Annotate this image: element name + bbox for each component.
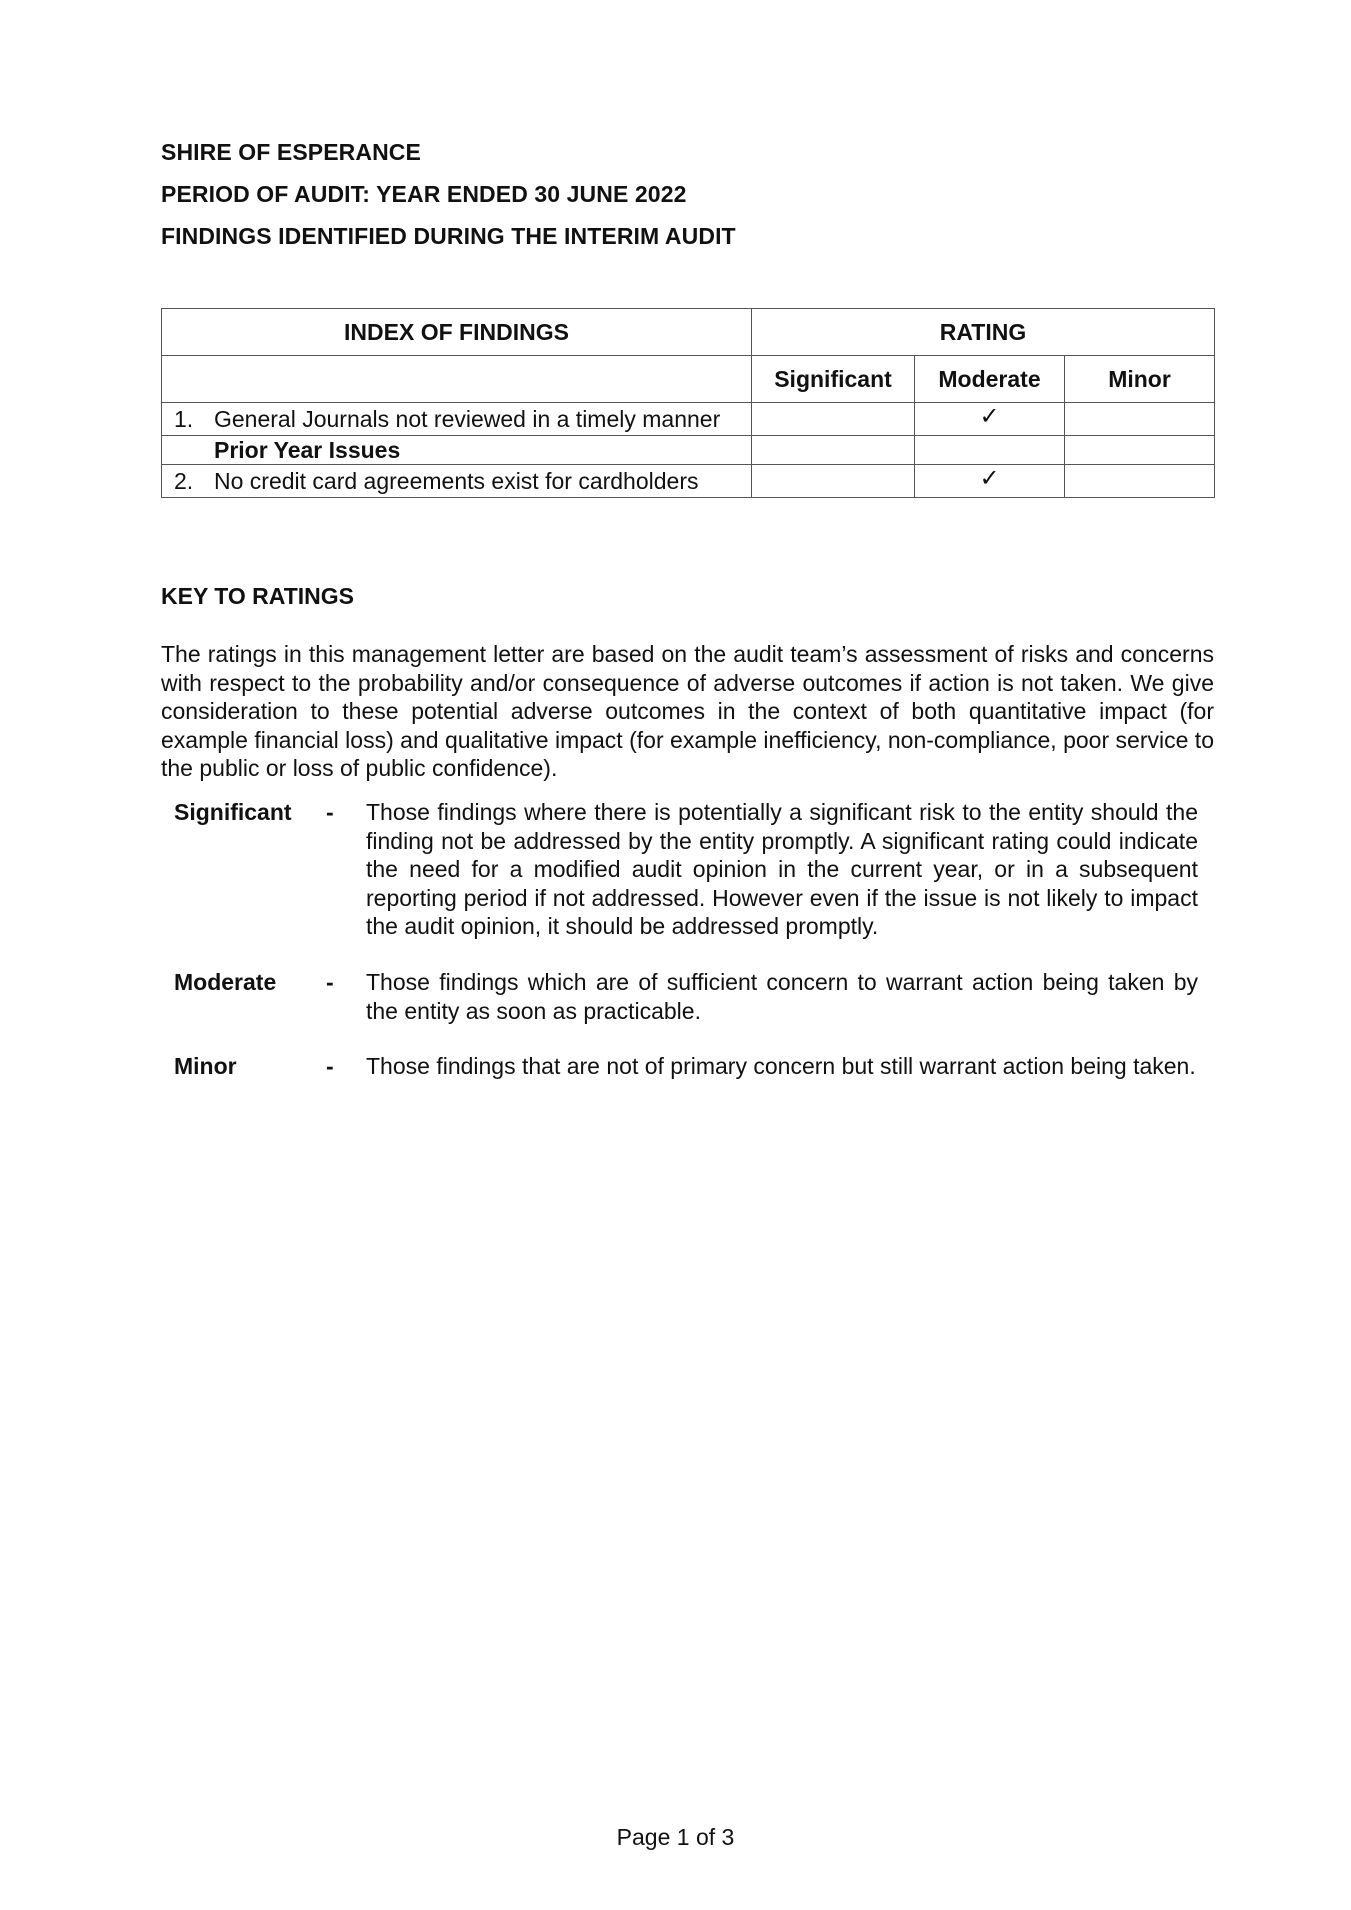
rating-description: Those findings which are of sufficient concern to warrant action being taken by the entity as soon as practicable. xyxy=(366,969,1198,1024)
column-moderate: Moderate xyxy=(915,356,1065,403)
ratings-intro-paragraph: The ratings in this management letter are based on the audit team’s assessment of risks and concerns with respect to the probability and/or consequence of adverse outcomes if action is not taken. We give consideration to these potential adverse outcomes in the context of both quantitative impact (for example financial loss) and qualitative impact (for example inefficiency, non-compliance, poor service to the public or loss of public confidence). xyxy=(161,641,1214,781)
significant-cell xyxy=(752,403,915,436)
checkmark-icon: ✓ xyxy=(979,465,1000,492)
minor-cell xyxy=(1065,436,1215,465)
rating-name: Moderate xyxy=(174,969,277,995)
moderate-tick-cell xyxy=(915,403,1065,436)
index-of-findings-header: INDEX OF FINDINGS xyxy=(162,309,752,356)
rating-columns-row xyxy=(162,356,1215,403)
finding-number: 1. xyxy=(174,406,194,432)
rating-description: Those findings where there is potentially a significant risk to the entity should the finding not be addressed by the entity promptly. A significant rating could indicate the need for a modified audit opinion in the current year, or in a subsequent reporting period if not addressed. However even if the issue is not likely to impact the audit opinion, it should be addressed promptly. xyxy=(366,799,1198,939)
rating-dash: - xyxy=(326,799,334,825)
entity-name: SHIRE OF ESPERANCE xyxy=(161,139,421,165)
prior-year-issues-label: Prior Year Issues xyxy=(162,436,752,465)
rating-header: RATING xyxy=(752,309,1215,356)
column-significant: Significant xyxy=(752,356,915,403)
rating-dash: - xyxy=(326,1053,334,1079)
rating-definition-minor xyxy=(174,1052,1198,1081)
section-row xyxy=(162,436,1215,465)
moderate-tick-cell xyxy=(915,465,1065,498)
significant-cell xyxy=(752,436,915,465)
finding-text: General Journals not reviewed in a timely manner xyxy=(214,406,721,432)
rating-name: Significant xyxy=(174,799,292,825)
checkmark-icon: ✓ xyxy=(979,403,1000,430)
finding-number: 2. xyxy=(174,468,194,494)
page-number: Page 1 of 3 xyxy=(616,1824,735,1850)
empty-header-cell xyxy=(162,356,752,403)
key-to-ratings-title: KEY TO RATINGS xyxy=(161,583,354,609)
findings-table xyxy=(161,308,1215,498)
table-row xyxy=(162,465,1215,498)
rating-dash: - xyxy=(326,969,334,995)
finding-text: No credit card agreements exist for cardholders xyxy=(214,468,699,494)
column-minor: Minor xyxy=(1065,356,1215,403)
table-row xyxy=(162,403,1215,436)
minor-cell xyxy=(1065,465,1215,498)
significant-cell xyxy=(752,465,915,498)
audit-period: PERIOD OF AUDIT: YEAR ENDED 30 JUNE 2022 xyxy=(161,181,687,207)
rating-definition-moderate xyxy=(174,968,1198,1025)
rating-description: Those findings that are not of primary concern but still warrant action being taken. xyxy=(366,1053,1196,1079)
document-header xyxy=(161,138,1211,264)
rating-name: Minor xyxy=(174,1053,237,1079)
minor-cell xyxy=(1065,403,1215,436)
finding-cell xyxy=(162,465,752,498)
moderate-cell xyxy=(915,436,1065,465)
rating-definition-significant xyxy=(174,798,1198,941)
table-header-row xyxy=(162,309,1215,356)
findings-title: FINDINGS IDENTIFIED DURING THE INTERIM AUDIT xyxy=(161,223,736,249)
finding-cell xyxy=(162,403,752,436)
